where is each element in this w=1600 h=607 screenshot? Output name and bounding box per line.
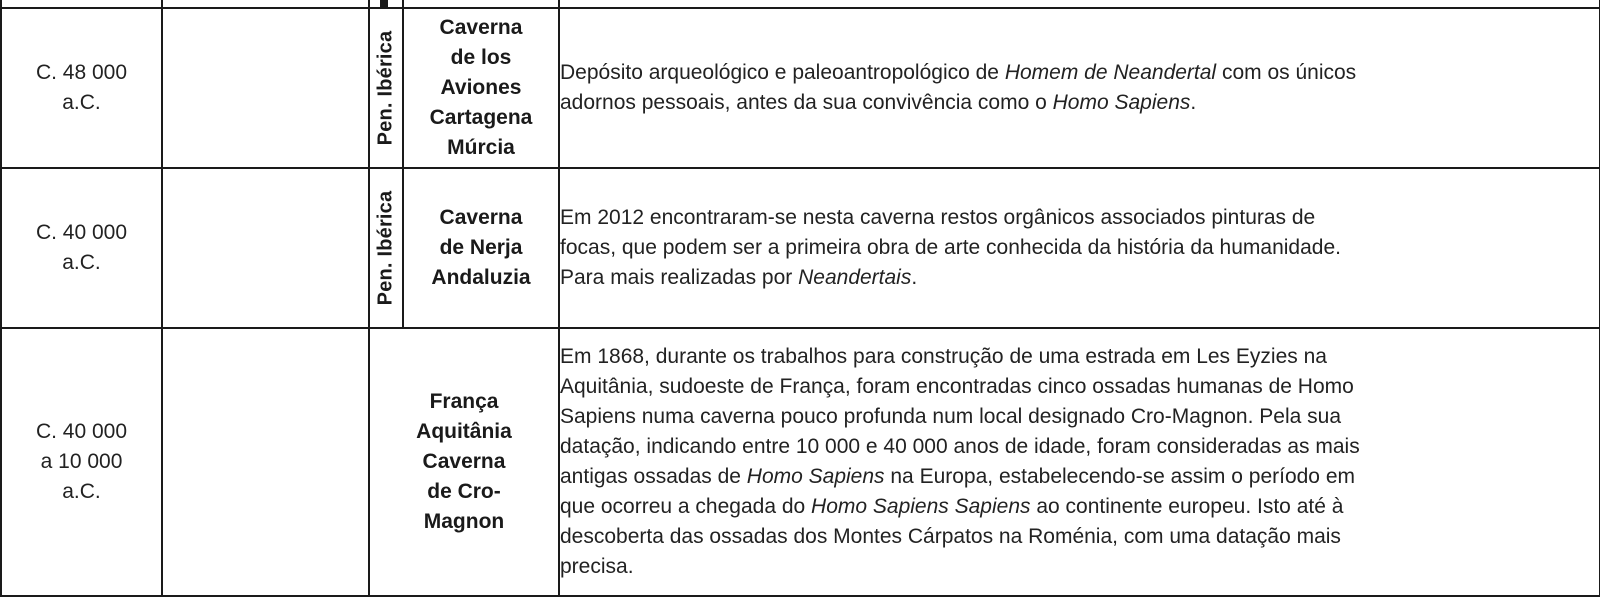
region-cell <box>369 168 403 328</box>
description-cell: Depósito arqueológico e paleoantropológico de Homem de Neandertal com os únicos adornos pessoais, antes da sua convivência como o Homo Sapiens. <box>559 8 1600 168</box>
date-cell: C. 40 000 a 10 000 a.C. <box>1 328 162 596</box>
place-cell: Caverna de los Aviones Cartagena Múrcia <box>403 8 559 168</box>
empty-cell <box>162 168 369 328</box>
table-row <box>1 328 1600 596</box>
description-cell: Em 1868, durante os trabalhos para construção de uma estrada em Les Eyzies na Aquitânia, sudoeste de França, foram encontradas cinco ossadas humanas de Homo Sapiens numa caverna pouco profunda num local designado Cro-Magnon. Pela sua datação, indicando entre 10 000 e 40 000 anos de idade, foram consideradas as mais antigas ossadas de Homo Sapiens na Europa, estabelecendo-se assim o período em que ocorreu a chegada do Homo Sapiens Sapiens ao continente europeu. Isto até à descoberta das ossadas dos Montes Cárpatos na Roménia, com uma datação mais precisa. <box>559 328 1600 596</box>
region-label: Pen. Ibérica <box>374 190 397 306</box>
empty-cell <box>162 8 369 168</box>
date-cell: C. 48 000 a.C. <box>1 8 162 168</box>
description-cell: Em 2012 encontraram-se nesta caverna restos orgânicos associados pinturas de focas, que podem ser a primeira obra de arte conhecida da história da humanidade. Para mais realizadas por Neandertais. <box>559 168 1600 328</box>
region-cell <box>369 8 403 168</box>
table-row <box>1 168 1600 328</box>
table-row <box>1 8 1600 168</box>
place-cell: Caverna de Nerja Andaluzia <box>403 168 559 328</box>
empty-cell <box>162 328 369 596</box>
place-cell: França Aquitânia Caverna de Cro- Magnon <box>369 328 559 596</box>
date-cell: C. 40 000 a.C. <box>1 168 162 328</box>
table-row-cut-off <box>1 0 1600 8</box>
region-label: Pen. Ibérica <box>374 30 397 146</box>
